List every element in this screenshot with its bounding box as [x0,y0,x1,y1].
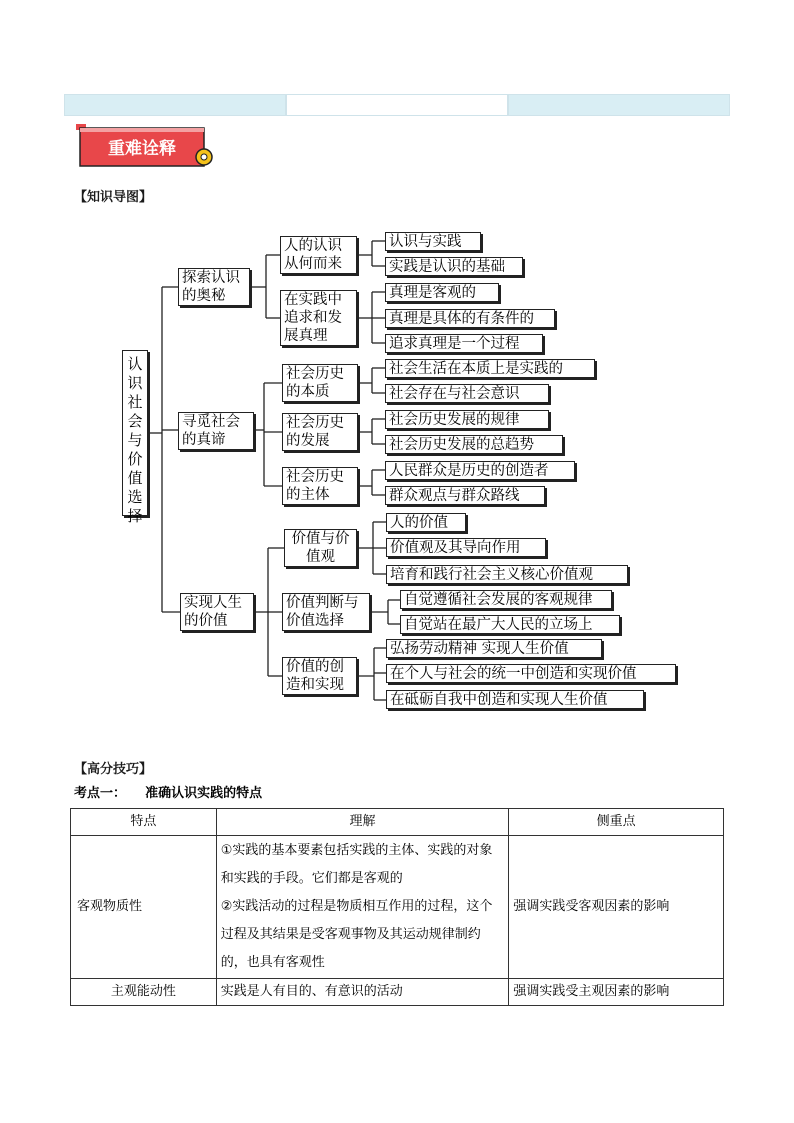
mindmap-l3-node: 社会历史发展的总趋势 [385,435,563,454]
mindmap-l2-node: 社会历史的本质 [282,364,358,402]
mindmap-l2-node: 社会历史的发展 [282,413,358,451]
table-cell-understanding [216,979,509,1006]
understanding-point: 实践是人有目的、有意识的活动 [220,984,403,999]
table-header-row [71,809,724,836]
root-char: 识 [127,374,143,392]
mindmap-l3-node: 认识与实践 [385,232,481,251]
table-header: 特点 [71,809,217,836]
mindmap-l3-node: 追求真理是一个过程 [385,334,543,353]
table-row [71,836,724,979]
header-cell-left [64,94,286,116]
mindmap-root [122,350,148,525]
mindmap-l3-node: 自觉站在最广大人民的立场上 [400,615,620,634]
mindmap-l3-node: 社会历史发展的规律 [385,410,549,429]
kaodian-heading [74,782,262,801]
mindmap-l2-node: 人的认识从何而来 [280,236,357,274]
banner-title: 重难诠释 [108,139,176,159]
table-header: 侧重点 [509,809,724,836]
table-header: 理解 [216,809,509,836]
section-mindmap-label: 【知识导图】 [74,190,153,205]
mindmap-l2-node: 在实践中追求和发展真理 [280,290,357,346]
mindmap-l3-node: 培育和践行社会主义核心价值观 [386,565,628,584]
mindmap-l1-node: 寻觅社会的真谛 [178,412,254,450]
root-char: 选 [127,488,143,506]
section-tips-label: 【高分技巧】 [74,762,153,777]
mindmap-l3-node: 在个人与社会的统一中创造和实现价值 [386,664,676,683]
root-char: 认 [127,355,143,373]
header-bar [64,94,730,116]
mindmap-l2-node: 价值与价值观 [284,529,357,567]
table-cell-feature: 主观能动性 [71,979,217,1006]
mindmap-l1-node: 探索认识的奥秘 [178,268,250,306]
mindmap-l3-node: 自觉遵循社会发展的客观规律 [400,590,612,609]
mindmap-l3-node: 社会存在与社会意识 [385,384,549,403]
mindmap-l2-node: 价值判断与价值选择 [282,593,370,631]
mindmap-l3-node: 在砥砺自我中创造和实现人生价值 [386,690,644,709]
mindmap-l3-node: 真理是客观的 [385,283,499,302]
understanding-point: ②实践活动的过程是物质相互作用的过程，这个过程及其结果是受客观事物及其运动规律制约的，也具有客观性 [220,899,493,970]
header-cell-middle [286,94,508,116]
root-char: 值 [127,469,143,487]
mindmap-l2-node: 价值的创造和实现 [282,657,357,695]
table-row [71,979,724,1006]
mindmap-l2-node: 社会历史的主体 [282,467,358,505]
understanding-point: ①实践的基本要素包括实践的主体、实践的对象和实践的手段。它们都是客观的 [220,843,493,886]
mindmap-l3-node: 实践是认识的基础 [385,257,523,276]
kaodian-title: 准确认识实践的特点 [145,786,263,801]
root-char: 择 [127,507,143,525]
table-cell-focus: 强调实践受主观因素的影响 [509,979,724,1006]
table-cell-focus: 强调实践受客观因素的影响 [509,836,724,979]
mindmap-l3-node: 价值观及其导向作用 [386,538,546,557]
root-char: 与 [127,431,143,449]
mindmap-l3-node: 社会生活在本质上是实践的 [385,359,595,378]
root-char: 社 [127,393,143,411]
mindmap-l3-node: 弘扬劳动精神 实现人生价值 [386,639,602,658]
kaodian-label: 考点一： [74,786,127,801]
header-cell-right [508,94,730,116]
mindmap-l1-node: 实现人生的价值 [180,593,254,631]
mindmap-l3-node: 真理是具体的有条件的 [385,309,555,328]
mindmap-l3-node: 群众观点与群众路线 [385,486,545,505]
root-char: 会 [127,412,143,430]
mindmap-l3-node: 人的价值 [386,513,466,532]
table-cell-understanding [216,836,509,979]
features-table [70,808,724,1006]
table-cell-feature: 客观物质性 [71,836,217,979]
banner-badge [74,122,214,174]
mindmap-l3-node: 人民群众是历史的创造者 [385,461,575,480]
root-char: 价 [127,450,143,468]
